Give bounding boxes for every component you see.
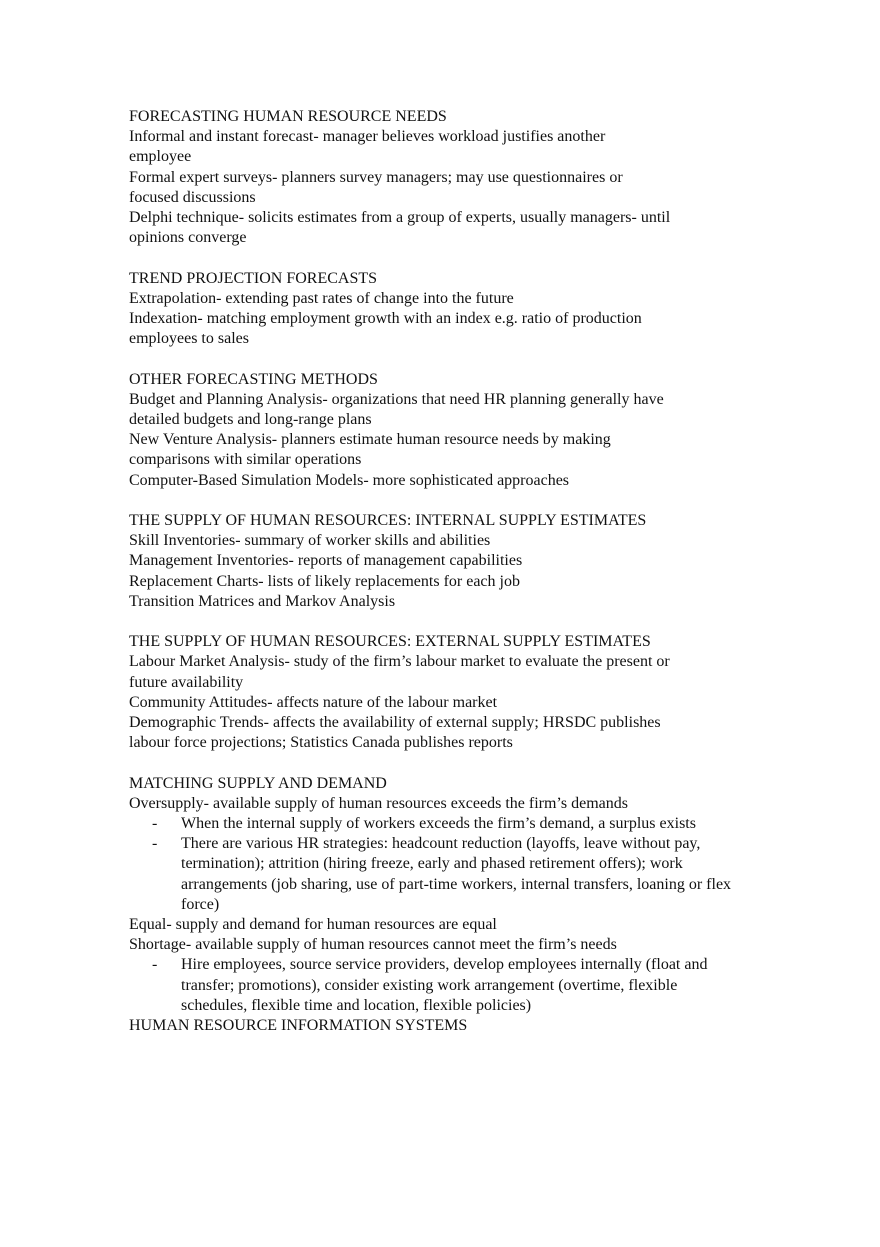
bullet-text: There are various HR strategies: headcount reduction (layoffs, leave without pay, termination); attrition (hiring freeze, early and phased retirement offers); work arrangements (job sharing, use of part-time workers, internal transfers, loaning or flex force) — [181, 835, 732, 913]
text-line: opinions converge — [129, 229, 247, 247]
text-line: Computer-Based Simulation Models- more sophisticated approaches — [129, 471, 570, 489]
section-other-methods — [129, 370, 749, 491]
text-line: Labour Market Analysis- study of the firm’s labour market to evaluate the present or — [129, 653, 670, 671]
section-hris — [129, 1016, 749, 1036]
text-line: Demographic Trends- affects the availability of external supply; HRSDC publishes — [129, 714, 661, 732]
shortage-line: Shortage- available supply of human resources cannot meet the firm’s needs — [129, 936, 617, 954]
text-line: New Venture Analysis- planners estimate human resource needs by making — [129, 431, 611, 449]
text-line: Management Inventories- reports of management capabilities — [129, 552, 523, 570]
bullet-marker: - — [152, 815, 158, 833]
text-line: detailed budgets and long-range plans — [129, 411, 372, 429]
text-line: Community Attitudes- affects nature of the labour market — [129, 693, 498, 711]
section-heading: TREND PROJECTION FORECASTS — [129, 269, 378, 287]
text-line: Informal and instant forecast- manager believes workload justifies another — [129, 128, 606, 146]
bullet-item — [129, 814, 749, 834]
text-line: labour force projections; Statistics Canada publishes reports — [129, 734, 513, 752]
bullet-marker: - — [152, 956, 158, 974]
bullet-text: Hire employees, source service providers, develop employees internally (float and transfer; promotions), consider existing work arrangement (overtime, flexible schedules, flexible time and location, flexible policies) — [181, 956, 708, 1014]
section-heading: HUMAN RESOURCE INFORMATION SYSTEMS — [129, 1017, 468, 1035]
text-line: Delphi technique- solicits estimates from a group of experts, usually managers- until — [129, 209, 671, 227]
section-internal-supply — [129, 511, 749, 612]
document-page — [129, 107, 749, 1056]
bullet-text: When the internal supply of workers exceeds the firm’s demand, a surplus exists — [181, 815, 696, 833]
text-line: Formal expert surveys- planners survey managers; may use questionnaires or — [129, 168, 623, 186]
section-heading: THE SUPPLY OF HUMAN RESOURCES: INTERNAL SUPPLY ESTIMATES — [129, 512, 647, 530]
section-trend — [129, 269, 749, 350]
section-heading: FORECASTING HUMAN RESOURCE NEEDS — [129, 108, 447, 125]
text-line: focused discussions — [129, 188, 256, 206]
section-heading: MATCHING SUPPLY AND DEMAND — [129, 774, 387, 792]
section-heading: OTHER FORECASTING METHODS — [129, 370, 378, 388]
equal-line: Equal- supply and demand for human resources are equal — [129, 916, 497, 934]
text-line: comparisons with similar operations — [129, 451, 362, 469]
text-line: future availability — [129, 673, 244, 691]
text-line: Transition Matrices and Markov Analysis — [129, 592, 396, 610]
section-matching — [129, 774, 749, 1016]
text-line: Budget and Planning Analysis- organizations that need HR planning generally have — [129, 390, 664, 408]
section-forecasting — [129, 107, 749, 248]
text-line: Replacement Charts- lists of likely replacements for each job — [129, 572, 520, 590]
text-line: Indexation- matching employment growth with an index e.g. ratio of production — [129, 310, 642, 328]
text-line: employee — [129, 148, 192, 166]
oversupply-line: Oversupply- available supply of human resources exceeds the firm’s demands — [129, 794, 628, 812]
text-line: Skill Inventories- summary of worker skills and abilities — [129, 532, 491, 550]
text-line: Extrapolation- extending past rates of change into the future — [129, 289, 514, 307]
section-external-supply — [129, 632, 749, 753]
bullet-item — [129, 834, 749, 915]
section-heading: THE SUPPLY OF HUMAN RESOURCES: EXTERNAL SUPPLY ESTIMATES — [129, 633, 651, 651]
text-line: employees to sales — [129, 330, 249, 348]
bullet-marker: - — [152, 835, 158, 853]
bullet-item — [129, 955, 749, 1016]
